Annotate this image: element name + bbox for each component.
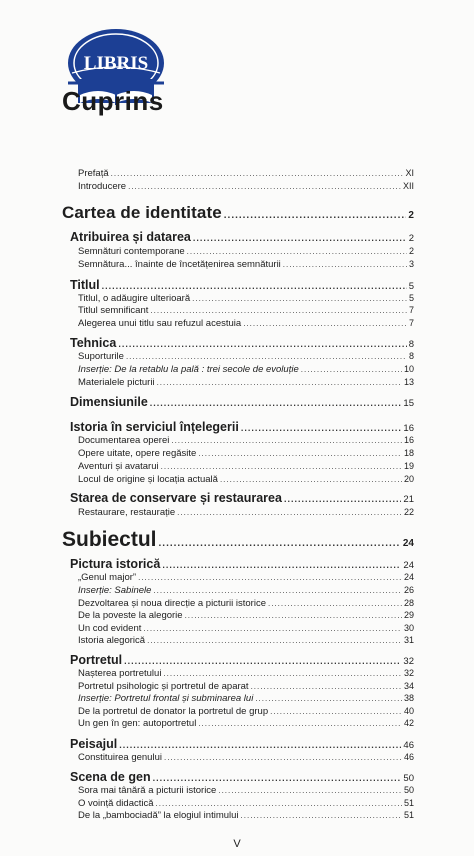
toc-entry-page: 24 bbox=[403, 560, 414, 571]
toc-leader-dots bbox=[159, 528, 401, 552]
toc-entry-title: Suporturile bbox=[78, 351, 124, 362]
toc-entry-page: 16 bbox=[403, 435, 414, 445]
toc-entry-title: Introducere bbox=[78, 181, 127, 192]
toc-leader-dots bbox=[198, 448, 402, 459]
toc-entry-page: 50 bbox=[403, 773, 414, 784]
toc-entry bbox=[78, 706, 414, 717]
toc-entry-title: Dezvoltarea și noua direcție a picturii istorice bbox=[78, 598, 266, 609]
toc-entry-title: Restaurare, restaurație bbox=[78, 507, 176, 518]
toc-entry-page: 3 bbox=[408, 259, 414, 269]
toc-entry-title: Starea de conservare și restaurarea bbox=[70, 491, 282, 505]
toc-entry-title: Materialele picturii bbox=[78, 377, 155, 388]
toc-leader-dots bbox=[118, 336, 406, 350]
logo-text: LIBRIS bbox=[83, 53, 149, 74]
toc-entry bbox=[78, 681, 414, 692]
toc-leader-dots bbox=[147, 635, 402, 646]
toc-leader-dots bbox=[156, 798, 402, 809]
toc-entry-title: Un cod evident bbox=[78, 623, 142, 634]
toc-entry-page: 19 bbox=[403, 461, 414, 471]
page-title: Cuprins bbox=[62, 86, 164, 116]
toc-leader-dots bbox=[164, 752, 402, 763]
toc-entry bbox=[78, 435, 414, 446]
toc-entry-page: 32 bbox=[403, 656, 414, 667]
toc-entry-title: Constituirea genului bbox=[78, 752, 162, 763]
toc-entry-page: 7 bbox=[408, 318, 414, 328]
toc-entry-page: 50 bbox=[403, 785, 414, 795]
toc-entry-title: Tehnica bbox=[70, 336, 117, 350]
toc-entry-page: 38 bbox=[403, 693, 414, 703]
toc-entry-title: Istoria în serviciul înțelegerii bbox=[70, 420, 239, 434]
toc-leader-dots bbox=[163, 668, 402, 679]
toc-entry bbox=[78, 448, 414, 459]
toc-entry-page: 32 bbox=[403, 668, 414, 678]
toc-entry-title: Inserție: De la retablu la pală : trei secole de evoluție bbox=[78, 364, 299, 375]
toc-leader-dots bbox=[138, 572, 402, 583]
toc-entry-page: 51 bbox=[403, 798, 414, 808]
toc-entry-title: Titlul semnificant bbox=[78, 305, 149, 316]
toc-entry-title: De la poveste la alegorie bbox=[78, 610, 183, 621]
toc-entry-title: Opere uitate, opere regăsite bbox=[78, 448, 197, 459]
toc-entry bbox=[70, 230, 414, 244]
toc-entry-page: 30 bbox=[403, 623, 414, 633]
toc-leader-dots bbox=[177, 507, 402, 518]
toc-entry-page: 28 bbox=[403, 598, 414, 608]
toc-entry bbox=[78, 798, 414, 809]
toc-entry bbox=[78, 305, 414, 316]
toc-leader-dots bbox=[241, 420, 402, 434]
toc-entry-title: Portretul bbox=[70, 653, 123, 667]
toc-entry-page: 42 bbox=[403, 718, 414, 728]
page-number: V bbox=[233, 838, 241, 850]
toc-entry bbox=[78, 635, 414, 646]
toc-entry-page: 2 bbox=[408, 246, 414, 256]
toc-entry-page: 20 bbox=[403, 474, 414, 484]
toc-entry bbox=[70, 395, 414, 409]
toc-entry-title: De la portretul de donator la portretul de grup bbox=[78, 706, 269, 717]
toc-leader-dots bbox=[284, 491, 401, 505]
toc-entry bbox=[78, 474, 414, 485]
toc-entry bbox=[78, 259, 414, 270]
toc-leader-dots bbox=[192, 293, 407, 304]
toc-leader-dots bbox=[102, 278, 407, 292]
toc-entry bbox=[70, 737, 414, 751]
toc-entry-page: XI bbox=[405, 168, 414, 178]
toc-entry-title: Portretul psihologic și portretul de aparat bbox=[78, 681, 249, 692]
toc-entry bbox=[78, 810, 414, 821]
toc-entry-title: Inserție: Portretul frontal și subminarea lui bbox=[78, 693, 254, 704]
toc-leader-dots bbox=[301, 364, 402, 375]
toc-entry-page: 13 bbox=[403, 377, 414, 387]
toc-entry bbox=[70, 491, 414, 505]
toc-entry-title: Aventuri și avatarui bbox=[78, 461, 159, 472]
toc-leader-dots bbox=[187, 246, 407, 257]
toc-entry-title: Pictura istorică bbox=[70, 557, 161, 571]
toc-leader-dots bbox=[150, 305, 407, 316]
toc-entry-page: 34 bbox=[403, 681, 414, 691]
toc-entry-page: 8 bbox=[408, 351, 414, 361]
toc-entry bbox=[78, 572, 414, 583]
toc-entry bbox=[70, 557, 414, 571]
toc-entry-page: 8 bbox=[408, 339, 414, 350]
toc-leader-dots bbox=[243, 318, 407, 329]
toc-entry-title: De la „bambociadă” la elogiul intimului bbox=[78, 810, 239, 821]
toc-leader-dots bbox=[157, 377, 402, 388]
toc-entry bbox=[78, 668, 414, 679]
toc-entry bbox=[78, 246, 414, 257]
toc-entry-title: Semnături contemporane bbox=[78, 246, 185, 257]
toc-entry bbox=[70, 653, 414, 667]
toc-entry-title: Dimensiunile bbox=[70, 395, 148, 409]
toc-entry-page: XII bbox=[402, 181, 414, 191]
toc-entry bbox=[78, 293, 414, 304]
toc-entry-title: Cartea de identitate bbox=[62, 203, 222, 222]
toc-entry bbox=[78, 377, 414, 388]
toc-leader-dots bbox=[153, 585, 402, 596]
toc-leader-dots bbox=[124, 653, 401, 667]
toc-entry bbox=[70, 336, 414, 350]
toc-leader-dots bbox=[162, 557, 401, 571]
toc-entry-page: 40 bbox=[403, 706, 414, 716]
toc-leader-dots bbox=[126, 351, 407, 362]
toc-entry-page: 18 bbox=[403, 448, 414, 458]
toc-leader-dots bbox=[171, 435, 402, 446]
toc-entry-title: Atribuirea și datarea bbox=[70, 230, 191, 244]
toc-leader-dots bbox=[193, 230, 407, 244]
toc-entry-page: 31 bbox=[403, 635, 414, 645]
toc-entry-page: 26 bbox=[403, 585, 414, 595]
toc-entry bbox=[62, 528, 414, 552]
toc-leader-dots bbox=[185, 610, 402, 621]
toc-entry-page: 24 bbox=[403, 572, 414, 582]
toc-entry-page: 5 bbox=[408, 293, 414, 303]
toc-entry-page: 16 bbox=[403, 423, 414, 434]
toc-entry bbox=[78, 585, 414, 596]
toc-entry bbox=[78, 461, 414, 472]
toc-entry bbox=[78, 785, 414, 796]
toc-entry-page: 46 bbox=[403, 752, 414, 762]
toc-entry-page: 29 bbox=[403, 610, 414, 620]
toc-entry bbox=[78, 168, 414, 179]
toc-entry-title: Scena de gen bbox=[70, 770, 151, 784]
toc-leader-dots bbox=[255, 693, 402, 704]
toc-entry bbox=[70, 278, 414, 292]
toc-leader-dots bbox=[111, 168, 404, 179]
toc-entry-title: Peisajul bbox=[70, 737, 118, 751]
toc-leader-dots bbox=[224, 203, 407, 223]
toc-entry-title: Alegerea unui titlu sau refuzul acestuia bbox=[78, 318, 242, 329]
toc-entry-page: 2 bbox=[408, 233, 414, 244]
toc-leader-dots bbox=[150, 395, 402, 409]
toc-entry bbox=[70, 420, 414, 434]
toc-entry-page: 5 bbox=[408, 281, 414, 292]
toc-entry bbox=[78, 507, 414, 518]
toc-entry-page: 46 bbox=[403, 740, 414, 751]
toc-entry-title: Locul de origine și locația actuală bbox=[78, 474, 218, 485]
toc-leader-dots bbox=[119, 737, 401, 751]
toc-leader-dots bbox=[268, 598, 402, 609]
toc-entry-title: „Genul major” bbox=[78, 572, 137, 583]
toc-entry bbox=[78, 752, 414, 763]
toc-entry bbox=[62, 203, 414, 223]
toc-entry-page: 22 bbox=[403, 507, 414, 517]
toc-entry-page: 51 bbox=[403, 810, 414, 820]
toc-leader-dots bbox=[241, 810, 402, 821]
toc-entry-page: 7 bbox=[408, 305, 414, 315]
toc-entry-title: O voință didactică bbox=[78, 798, 154, 809]
toc-leader-dots bbox=[220, 474, 402, 485]
toc-leader-dots bbox=[161, 461, 402, 472]
toc-entry-page: 21 bbox=[403, 494, 414, 505]
toc-entry bbox=[78, 718, 414, 729]
toc-entry-title: Un gen în gen: autoportretul bbox=[78, 718, 197, 729]
toc-entry-page: 24 bbox=[402, 538, 414, 549]
toc-entry bbox=[78, 318, 414, 329]
toc-entry bbox=[78, 364, 414, 375]
toc-entry-title: Titlul bbox=[70, 278, 100, 292]
toc-entry bbox=[78, 351, 414, 362]
toc-entry-title: Documentarea operei bbox=[78, 435, 170, 446]
toc-entry-title: Titlul, o adăugire ulterioară bbox=[78, 293, 191, 304]
toc-entry bbox=[78, 598, 414, 609]
toc-entry bbox=[70, 770, 414, 784]
toc-entry-title: Semnătura... înainte de încetățenirea semnăturii bbox=[78, 259, 281, 270]
toc-entry bbox=[78, 181, 414, 192]
toc-entry-title: Prefață bbox=[78, 168, 109, 179]
toc-leader-dots bbox=[143, 623, 402, 634]
toc-entry-title: Sora mai tânără a picturii istorice bbox=[78, 785, 217, 796]
toc-entry-title: Subiectul bbox=[62, 528, 157, 551]
toc-entry-page: 10 bbox=[403, 364, 414, 374]
toc-entry-page: 2 bbox=[408, 210, 414, 221]
toc-entry bbox=[78, 610, 414, 621]
toc-entry-title: Nașterea portretului bbox=[78, 668, 162, 679]
toc-entry-title: Istoria alegorică bbox=[78, 635, 146, 646]
toc-leader-dots bbox=[270, 706, 402, 717]
toc-leader-dots bbox=[251, 681, 402, 692]
toc-leader-dots bbox=[198, 718, 402, 729]
toc-leader-dots bbox=[218, 785, 402, 796]
toc-entry bbox=[78, 623, 414, 634]
toc-entry bbox=[78, 693, 414, 704]
toc-entry-page: 15 bbox=[403, 398, 414, 409]
toc-leader-dots bbox=[128, 181, 401, 192]
toc-entry-title: Inserție: Sabinele bbox=[78, 585, 152, 596]
toc-leader-dots bbox=[153, 770, 402, 784]
toc-leader-dots bbox=[283, 259, 407, 270]
